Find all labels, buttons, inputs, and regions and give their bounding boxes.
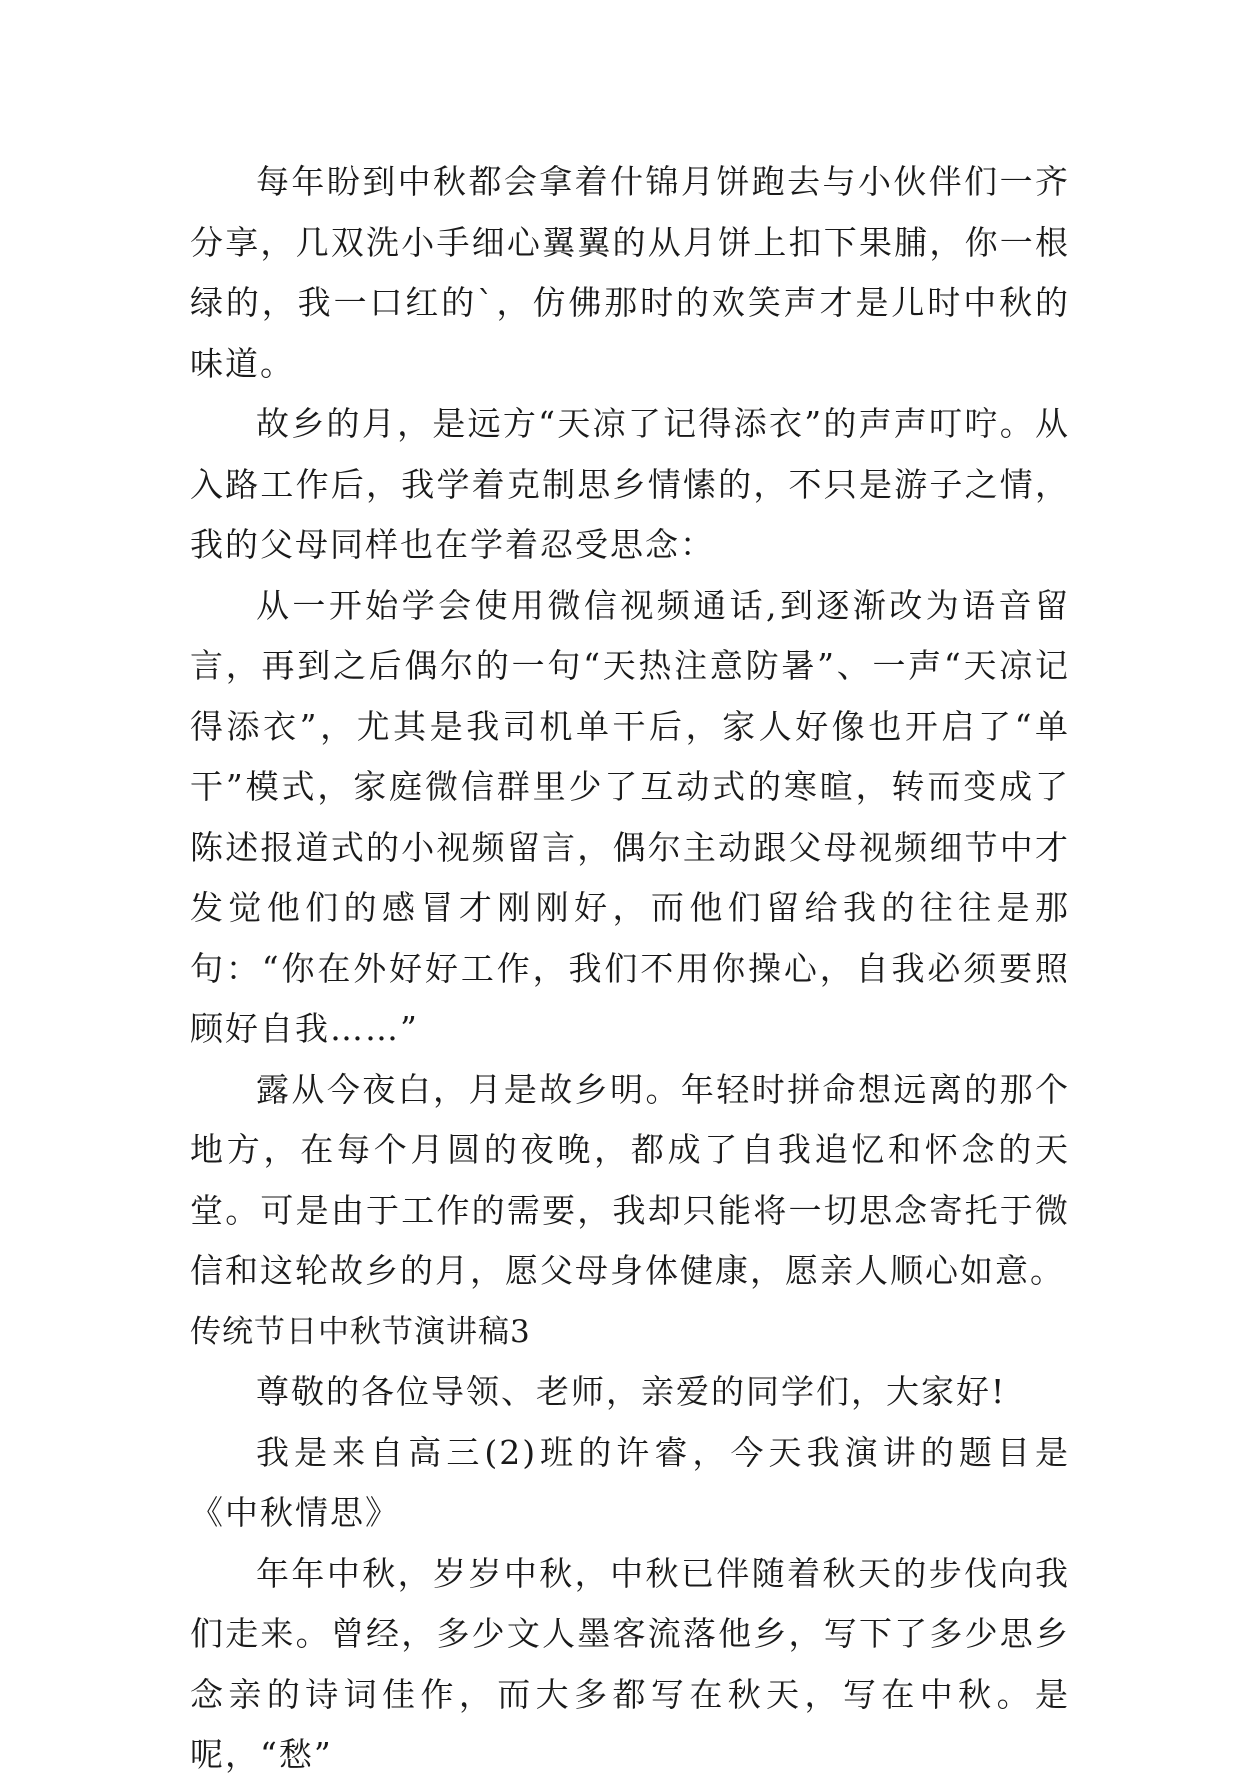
- section-heading: 传统节日中秋节演讲稿3: [190, 1313, 531, 1350]
- paragraph-moon-hometown-bright: 露从今夜白，月是故乡明。年轻时拼命想远离的那个地方，在每个月圆的夜晚，都成了自我追忆和怀念的天堂。可是由于工作的需要，我却只能将一切思念寄托于微信和这轮故乡的月，愿父母身体健康，愿亲人顺心如意。: [190, 1069, 1070, 1290]
- paragraph-wechat-messages: 从一开始学会使用微信视频通话,到逐渐改为语音留言，再到之后偶尔的一句“天热注意防暑”、一声“天凉记得添衣”，尤其是我司机单干后，家人好像也开启了“单干”模式，家庭微信群里少了互动式的寒暄，转而变成了陈述报道式的小视频留言，偶尔主动跟父母视频细节中才发觉他们的感冒才刚刚好，而他们留给我的往往是那句：“你在外好好工作，我们不用你操心，自我必须要照顾好自我……”: [190, 585, 1070, 1048]
- paragraph-speaker-intro: 我是来自高三(2)班的许睿，今天我演讲的题目是《中秋情思》: [190, 1432, 1070, 1532]
- paragraph-greeting: 尊敬的各位导领、老师，亲爱的同学们，大家好!: [256, 1372, 1007, 1411]
- document-body: [190, 152, 1070, 1786]
- paragraph-hometown-moon: 故乡的月，是远方“天凉了记得添衣”的声声叮咛。从入路工作后，我学着克制思乡情愫的，不只是游子之情，我的父母同样也在学着忍受思念：: [190, 404, 1070, 564]
- paragraph-mid-autumn-intro: 年年中秋，岁岁中秋，中秋已伴随着秋天的步伐向我们走来。曾经，多少文人墨客流落他乡，写下了多少思乡念亲的诗词佳作，而大多都写在秋天，写在中秋。是呢，“愁”: [190, 1553, 1070, 1774]
- paragraph-childhood-mooncake: 每年盼到中秋都会拿着什锦月饼跑去与小伙伴们一齐分享，几双洗小手细心翼翼的从月饼上扣下果脯，你一根绿的，我一口红的`，仿佛那时的欢笑声才是儿时中秋的味道。: [190, 162, 1070, 383]
